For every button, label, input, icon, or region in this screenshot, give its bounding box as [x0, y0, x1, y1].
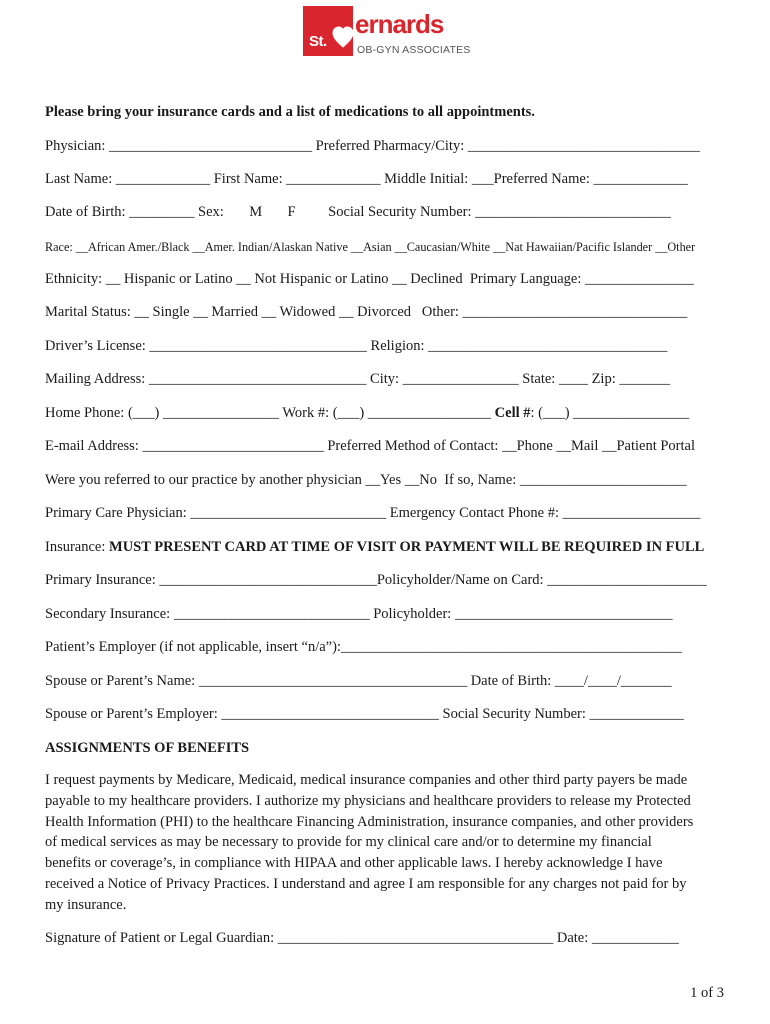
- cell-label: Cell #: [494, 405, 531, 421]
- st-bernards-logo: [303, 6, 473, 58]
- instructions-line: Please bring your insurance cards and a list of medications to all appointments.: [45, 104, 535, 120]
- phone-line-text: Home Phone: (___) ________________ Work #: (___) _________________: [45, 405, 495, 421]
- primary-care-line: Primary Care Physician: ___________________________ Emergency Contact Phone #: ___________________: [45, 505, 701, 521]
- primary-insurance-line: Primary Insurance: ______________________________Policyholder/Name on Card: ______________________: [45, 572, 707, 588]
- signature-line: Signature of Patient or Legal Guardian: ______________________________________ Date: ____________: [45, 930, 679, 946]
- ethnicity-line: Ethnicity: __ Hispanic or Latino __ Not Hispanic or Latino __ Declined Primary Language: _______________: [45, 271, 694, 287]
- cell-field: : (___) ________________: [530, 405, 690, 421]
- physician-line: Physician: ____________________________ Preferred Pharmacy/City: ________________________________: [45, 138, 700, 154]
- race-line: Race: __African Amer./Black __Amer. Indian/Alaskan Native __Asian __Caucasian/White __Nat Hawaiian/Pacific Islander __Other: [45, 240, 696, 254]
- insurance-notice-line: [45, 538, 725, 556]
- dob-sex-ssn-line: Date of Birth: _________ Sex: M F Social Security Number: ___________________________: [45, 204, 671, 220]
- spouse-name-line: Spouse or Parent’s Name: _____________________________________ Date of Birth: ____/____/_______: [45, 673, 672, 689]
- heart-icon: [332, 25, 354, 49]
- mailing-address-line: Mailing Address: ______________________________ City: ________________ State: ____ Zip: _______: [45, 371, 671, 387]
- assignments-heading: ASSIGNMENTS OF BENEFITS: [45, 740, 250, 756]
- spouse-employer-line: Spouse or Parent’s Employer: ______________________________ Social Security Number: _____________: [45, 706, 684, 722]
- name-line: Last Name: _____________ First Name: _____________ Middle Initial: ___Preferred Name: _____________: [45, 171, 688, 187]
- employer-line: Patient’s Employer (if not applicable, insert “n/a”):_______________________________________________: [45, 639, 682, 655]
- phone-line: [45, 404, 725, 422]
- insurance-warning: MUST PRESENT CARD AT TIME OF VISIT OR PAYMENT WILL BE REQUIRED IN FULL: [109, 539, 705, 555]
- marital-status-line: Marital Status: __ Single __ Married __ Widowed __ Divorced Other: _______________________________: [45, 304, 688, 320]
- logo-subtitle: OB-GYN ASSOCIATES: [357, 44, 471, 56]
- insurance-label: Insurance:: [45, 539, 110, 555]
- drivers-license-line: Driver’s License: ______________________________ Religion: _________________________________: [45, 338, 668, 354]
- referral-line: Were you referred to our practice by another physician __Yes __No If so, Name: _______________________: [45, 472, 687, 488]
- assignments-body: I request payments by Medicare, Medicaid, medical insurance companies and other third party payers be made payable to my healthcare providers. I authorize my physicians and healthcare providers to release my Protected Health Information (PHI) to the healthcare Financing Administration, insurance companies, and other providers of medical services as may be necessary to provide for my clinical care and/or to determine my financial benefits or coverage’s, in compliance with HIPAA and other applicable laws. I hereby acknowledge I have received a Notice of Privacy Practices. I understand and agree I am responsible for any charges not paid for by my insurance.: [45, 772, 694, 913]
- logo-name: ernards: [355, 9, 444, 39]
- logo-prefix: St.: [309, 33, 327, 50]
- secondary-insurance-line: Secondary Insurance: ___________________________ Policyholder: ______________________________: [45, 606, 673, 622]
- page-number: 1 of 3: [690, 985, 724, 1001]
- email-line: E-mail Address: _________________________ Preferred Method of Contact: __Phone __Mail __Patient Portal: [45, 438, 696, 454]
